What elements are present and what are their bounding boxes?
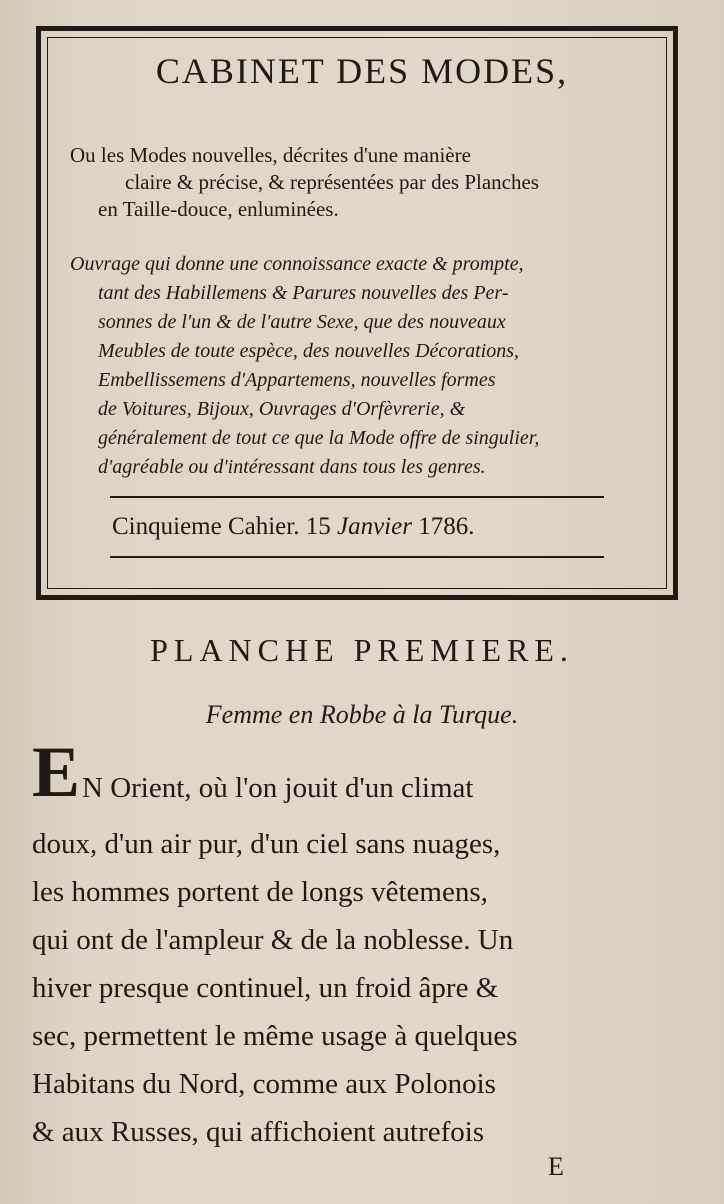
subtitle-line: claire & précise, & représentées par des Planches <box>125 170 539 194</box>
catchword: E <box>548 1152 564 1181</box>
description-line: de Voitures, Bijoux, Ouvrages d'Orfèvrerie, & <box>98 398 466 420</box>
description-line: tant des Habillemens & Parures nouvelles des Per- <box>98 282 509 304</box>
journal-title: CABINET DES MODES, <box>155 51 569 91</box>
body-line: & aux Russes, qui affichoient autrefois <box>32 1116 485 1148</box>
description-line: Ouvrage qui donne une connoissance exacte & prompte, <box>70 253 524 275</box>
body-line: les hommes portent de longs vêtemens, <box>32 876 488 908</box>
issue-year: 1786. <box>418 513 475 540</box>
article-body <box>32 820 682 1156</box>
journal-subtitle <box>70 142 650 223</box>
subtitle-line: en Taille-douce, enluminées. <box>98 197 339 221</box>
issue-label: Cinquieme Cahier. <box>112 513 300 540</box>
figure-title: Femme en Robbe à la Turque. <box>205 700 519 729</box>
description-line: Embellissemens d'Appartemens, nouvelles formes <box>98 369 496 391</box>
description-line: d'agréable ou d'intéressant dans tous les genres. <box>98 456 486 478</box>
body-line: Habitans du Nord, comme aux Polonois <box>32 1068 496 1100</box>
divider-top <box>110 496 604 498</box>
issue-day: 15 <box>305 513 331 540</box>
plate-title: PLANCHE PREMIERE. <box>150 632 574 668</box>
issue-month: Janvier <box>336 513 412 540</box>
issue-date <box>112 513 474 541</box>
first-line: N Orient, où l'on jouit d'un climat <box>82 772 474 804</box>
body-line: doux, d'un air pur, d'un ciel sans nuages, <box>32 828 501 860</box>
description-line: sonnes de l'un & de l'autre Sexe, que des nouveaux <box>98 311 506 333</box>
divider-bottom <box>110 556 604 558</box>
description-line: Meubles de toute espèce, des nouvelles Décorations, <box>98 340 519 362</box>
subtitle-line: Ou les Modes nouvelles, décrites d'une manière <box>70 143 471 167</box>
body-line: qui ont de l'ampleur & de la noblesse. Un <box>32 924 514 956</box>
journal-description <box>70 250 650 482</box>
description-line: généralement de tout ce que la Mode offre de singulier, <box>98 427 540 449</box>
drop-cap: E <box>32 732 81 812</box>
body-line: sec, permettent le même usage à quelques <box>32 1020 518 1052</box>
body-line: hiver presque continuel, un froid âpre & <box>32 972 499 1004</box>
